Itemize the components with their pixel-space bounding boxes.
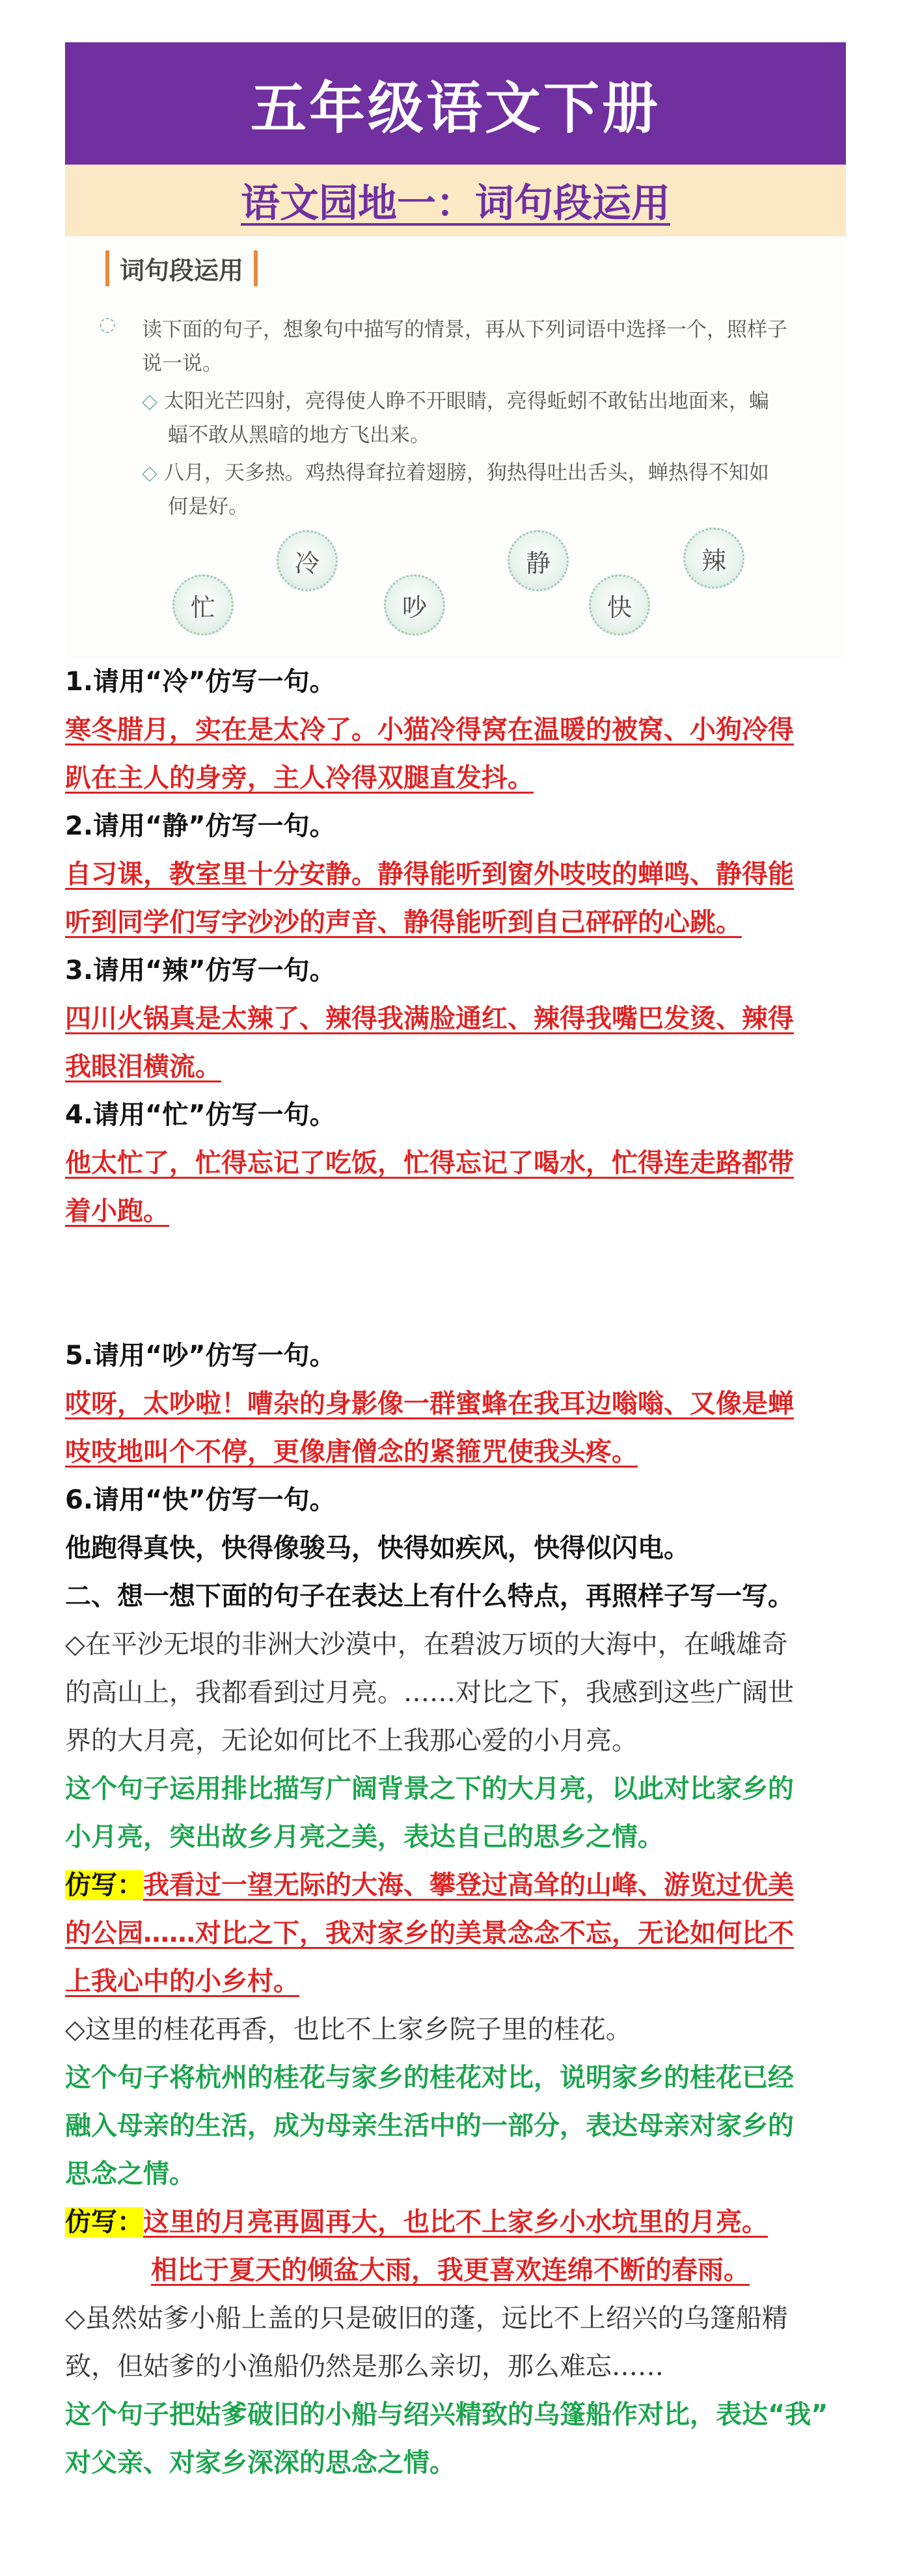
imitation-1-line-3: 上我心中的小乡村。	[65, 1966, 299, 1996]
instruction-line-2: 说一说。	[142, 352, 223, 375]
diamond-icon: ◇	[142, 390, 157, 413]
question-4: 4.请用“忙”仿写一句。	[65, 1100, 336, 1130]
diamond-icon: ◇	[142, 461, 157, 485]
imitation-label: 仿写：	[65, 2207, 143, 2237]
word-chip-quiet: 静	[508, 530, 569, 591]
question-2: 2.请用“静”仿写一句。	[65, 811, 336, 841]
word-chip-spicy: 辣	[683, 528, 744, 589]
textbook-excerpt	[65, 236, 846, 659]
analysis-2-line-1: 这个句子将杭州的桂花与家乡的桂花对比，说明家乡的桂花已经	[65, 2063, 794, 2093]
word-chip-fast: 快	[589, 574, 650, 636]
word-chip-cold: 冷	[277, 530, 338, 591]
sentence-1-line-2: 的高山上，我都看到过月亮。……对比之下，我感到这些广阔世	[65, 1678, 794, 1708]
question-6: 6.请用“快”仿写一句。	[65, 1485, 336, 1515]
textbook-heading: 词句段运用	[105, 250, 258, 286]
imitation-2-line-1: 仿写：这里的月亮再圆再大，也比不上家乡小水坑里的月亮。	[65, 2207, 768, 2237]
answer-1-line-1: 寒冬腊月，实在是太冷了。小猫冷得窝在温暖的被窝、小狗冷得	[65, 715, 794, 745]
imitation-label: 仿写：	[65, 1870, 143, 1900]
analysis-2-line-2: 融入母亲的生活，成为母亲生活中的一部分，表达母亲对家乡的	[65, 2111, 794, 2141]
example-1-line-1: ◇ 太阳光芒四射，亮得使人睁不开眼睛，亮得蚯蚓不敢钻出地面来，蝙	[142, 390, 769, 413]
sentence-1-line-3: 界的大月亮，无论如何比不上我那心爱的小月亮。	[65, 1726, 638, 1756]
example-2-line-1: ◇ 八月，天多热。鸡热得耷拉着翅膀，狗热得吐出舌头，蝉热得不知如	[142, 461, 769, 485]
sentence-3-line-1: ◇虽然姑爹小船上盖的只是破旧的蓬，远比不上绍兴的乌篷船精	[65, 2303, 788, 2333]
analysis-3-line-2: 对父亲、对家乡深深的思念之情。	[65, 2448, 456, 2478]
word-chip-busy: 忙	[172, 574, 234, 636]
sentence-3-line-2: 致，但姑爹的小渔船仍然是那么亲切，那么难忘……	[65, 2352, 664, 2381]
answer-6-line-1: 他跑得真快，快得像骏马，快得如疾风，快得似闪电。	[65, 1533, 690, 1563]
imitation-2-line-2: 相比于夏天的倾盆大雨，我更喜欢连绵不断的春雨。	[151, 2255, 750, 2285]
title-banner	[65, 42, 846, 165]
sentence-1-line-1: ◇在平沙无垠的非洲大沙漠中，在碧波万顷的大海中，在峨雄奇	[65, 1630, 788, 1659]
analysis-3-line-1: 这个句子把姑爹破旧的小船与绍兴精致的乌篷船作对比，表达“我”	[65, 2400, 828, 2430]
page-title: 五年级语文下册	[251, 76, 660, 141]
answer-5-line-1: 哎呀，太吵啦！嘈杂的身影像一群蜜蜂在我耳边嗡嗡、又像是蝉	[65, 1389, 794, 1419]
instruction-line-1: 读下面的句子，想象句中描写的情景，再从下列词语中选择一个，照样子	[142, 318, 787, 342]
analysis-2-line-3: 思念之情。	[65, 2159, 195, 2189]
sentence-2-line-1: ◇这里的桂花再香，也比不上家乡院子里的桂花。	[65, 2015, 632, 2045]
page-subtitle: 语文园地一：词句段运用	[241, 181, 670, 226]
answer-2-line-2: 听到同学们写字沙沙的声音、静得能听到自己砰砰的心跳。	[65, 907, 742, 937]
answer-4-line-1: 他太忙了，忙得忘记了吃饭，忙得忘记了喝水，忙得连走路都带	[65, 1148, 794, 1178]
analysis-1-line-1: 这个句子运用排比描写广阔背景之下的大月亮，以此对比家乡的	[65, 1774, 794, 1804]
example-1-line-2: 蝠不敢从黑暗的地方飞出来。	[168, 423, 430, 447]
example-2-line-2: 何是好。	[168, 495, 249, 518]
question-1: 1.请用“冷”仿写一句。	[65, 667, 336, 697]
analysis-1-line-2: 小月亮，突出故乡月亮之美，表达自己的思乡之情。	[65, 1822, 664, 1852]
answer-1-line-2: 趴在主人的身旁，主人冷得双腿直发抖。	[65, 763, 534, 793]
bullet-circle-icon: ◌	[99, 313, 116, 336]
part2-heading: 二、想一想下面的句子在表达上有什么特点，再照样子写一写。	[65, 1581, 794, 1611]
question-5: 5.请用“吵”仿写一句。	[65, 1341, 336, 1371]
answer-5-line-2: 吱吱地叫个不停，更像唐僧念的紧箍咒使我头疼。	[65, 1437, 638, 1467]
answer-4-line-2: 着小跑。	[65, 1196, 169, 1226]
answer-2-line-1: 自习课，教室里十分安静。静得能听到窗外吱吱的蝉鸣、静得能	[65, 859, 794, 889]
word-chip-noisy: 吵	[384, 574, 445, 636]
answer-3-line-1: 四川火锅真是太辣了、辣得我满脸通红、辣得我嘴巴发烫、辣得	[65, 1004, 794, 1034]
question-3: 3.请用“辣”仿写一句。	[65, 956, 336, 986]
imitation-1-line-1: 仿写：我看过一望无际的大海、攀登过高耸的山峰、游览过优美	[65, 1870, 794, 1900]
answer-3-line-2: 我眼泪横流。	[65, 1052, 221, 1082]
imitation-1-line-2: 的公园……对比之下，我对家乡的美景念念不忘，无论如何比不	[65, 1918, 794, 1948]
subtitle-bar	[65, 165, 846, 236]
